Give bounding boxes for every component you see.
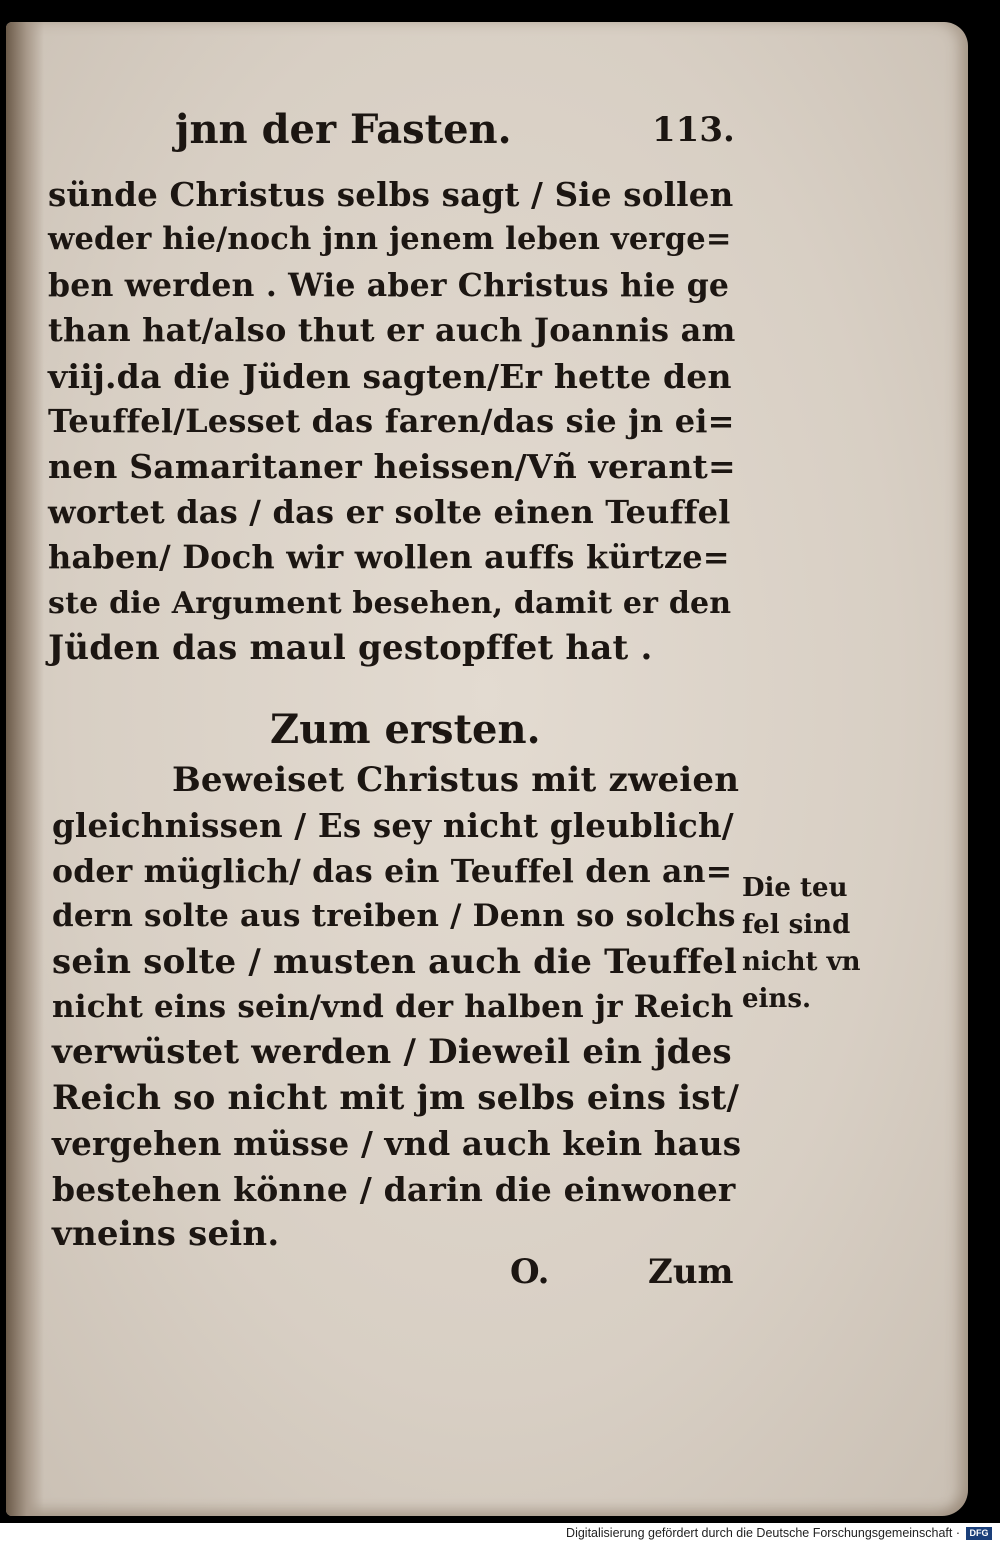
catchword: Zum <box>648 1252 734 1292</box>
text-line: Teuffel/Lesset das faren/das sie jn ei= <box>48 401 735 440</box>
marginal-note <box>742 870 862 1018</box>
body-text-block <box>48 172 738 671</box>
text-line: nen Samaritaner heissen/Vñ verant= <box>48 447 736 487</box>
text-line: ben werden . Wie aber Christus hie ge <box>48 266 730 304</box>
marginal-note-line: fel sind <box>742 910 851 940</box>
text-line: sein solte / musten auch die Teuffel <box>52 941 738 982</box>
text-line: oder müglich/ das ein Teuffel den an= <box>52 852 733 890</box>
text-line: ste die Argument besehen, damit er den <box>48 585 732 621</box>
text-line: Reich so nicht mit jm selbs eins ist/ <box>52 1077 740 1118</box>
text-line: bestehen könne / darin die einwoner <box>52 1169 736 1209</box>
dfg-logo-icon: DFG <box>966 1527 992 1540</box>
text-line: sünde Christus selbs sagt / Sie sollen <box>48 175 734 214</box>
footer-bar <box>0 1523 1000 1545</box>
text-line: than hat/also thut er auch Joannis am <box>48 311 736 350</box>
running-title: jnn der Fasten. <box>175 106 512 153</box>
text-line: Beweiset Christus mit zweien <box>172 760 740 800</box>
text-line: weder hie/noch jnn jenem leben verge= <box>48 221 732 258</box>
text-line: wortet das / das er solte einen Teuffel <box>48 492 731 531</box>
marginal-note-line: nicht vn <box>742 947 861 977</box>
text-line: vneins sein. <box>52 1213 280 1254</box>
text-line: verwüstet werden / Dieweil ein jdes <box>52 1032 732 1073</box>
text-line: Jüden das maul gestopffet hat . <box>48 627 653 668</box>
section-heading: Zum ersten. <box>270 706 541 753</box>
marginal-note-line: eins. <box>742 984 812 1014</box>
text-line: vergehen müsse / vnd auch kein haus <box>52 1124 742 1164</box>
text-line: nicht eins sein/vnd der halben jr Reich <box>52 988 734 1025</box>
section-text-block <box>52 758 742 1257</box>
text-line: viij.da die Jüden sagten/Er hette den <box>48 356 732 396</box>
page-number: 113. <box>652 110 735 150</box>
text-line: gleichnissen / Es sey nicht gleublich/ <box>52 806 734 846</box>
text-line: haben/ Doch wir wollen auffs kürtze= <box>48 538 730 577</box>
signature-mark: O. <box>510 1252 550 1292</box>
marginal-note-line: Die teu <box>742 873 848 903</box>
page-gutter-shadow <box>6 22 44 1516</box>
text-line: dern solte aus treiben / Denn so solchs <box>52 898 736 935</box>
funding-credit: Digitalisierung gefördert durch die Deutsche Forschungsgemeinschaft · <box>566 1526 960 1540</box>
